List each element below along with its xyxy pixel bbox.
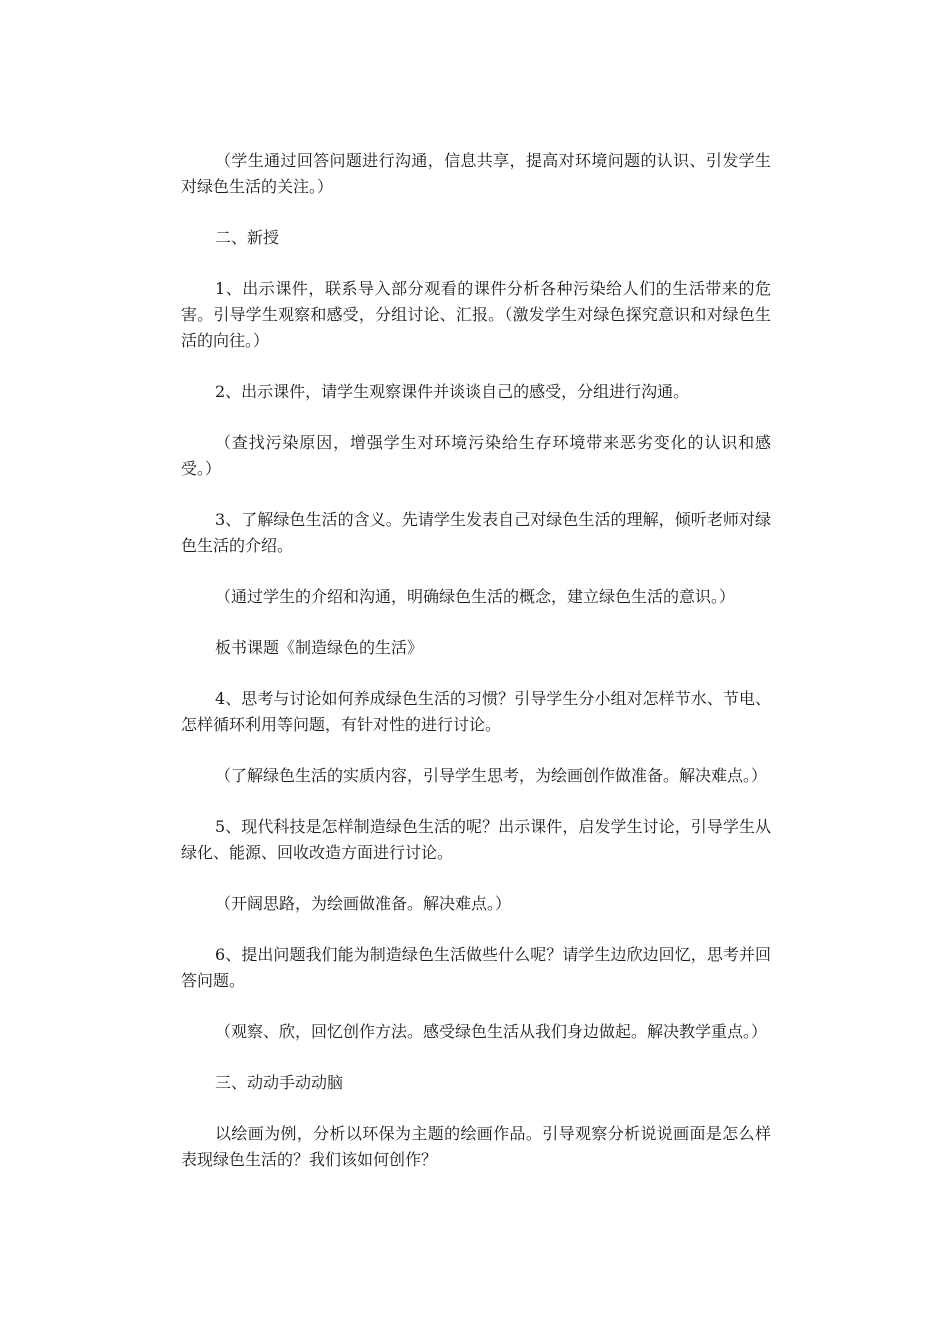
paragraph-step-3: 3、了解绿色生活的含义。先请学生发表自己对绿色生活的理解，倾听老师对绿色生活的介绍。 bbox=[181, 510, 771, 555]
document-body bbox=[181, 148, 771, 1198]
paragraph-board-title: 板书课题《制造绿色的生活》 bbox=[215, 638, 424, 657]
paragraph-step-3-note: （通过学生的介绍和沟通，明确绿色生活的概念，建立绿色生活的意识。） bbox=[215, 587, 736, 606]
paragraph-step-5-note: （开阔思路，为绘画做准备。解决难点。） bbox=[215, 894, 512, 913]
paragraph-step-2: 2、出示课件，请学生观察课件并谈谈自己的感受，分组进行沟通。 bbox=[215, 382, 690, 401]
paragraph-step-4-note: （了解绿色生活的实质内容，引导学生思考，为绘画创作做准备。解决难点。） bbox=[215, 766, 768, 785]
paragraph-step-5: 5、现代科技是怎样制造绿色生活的呢？出示课件，启发学生讨论，引导学生从绿化、能源、回收改造方面进行讨论。 bbox=[181, 817, 771, 862]
paragraph-step-6: 6、提出问题我们能为制造绿色生活做些什么呢？请学生边欣边回忆，思考并回答问题。 bbox=[181, 945, 771, 990]
paragraph-step-1: 1、出示课件，联系导入部分观看的课件分析各种污染给人们的生活带来的危害。引导学生观察和感受，分组讨论、汇报。（激发学生对绿色探究意识和对绿色生活的向往。） bbox=[181, 279, 771, 350]
paragraph-painting-analysis: 以绘画为例，分析以环保为主题的绘画作品。引导观察分析说说画面是怎么样表现绿色生活的？我们该如何创作？ bbox=[181, 1124, 771, 1169]
section-heading-hands-on: 三、动动手动动脑 bbox=[215, 1073, 344, 1092]
paragraph-intro-note: （学生通过回答问题进行沟通，信息共享，提高对环境问题的认识、引发学生对绿色生活的关注。） bbox=[181, 151, 771, 196]
paragraph-step-4: 4、思考与讨论如何养成绿色生活的习惯？引导学生分小组对怎样节水、节电、怎样循环利用等问题，有针对性的进行讨论。 bbox=[181, 689, 771, 734]
section-heading-new-lesson: 二、新授 bbox=[215, 228, 280, 247]
paragraph-step-2-note: （查找污染原因，增强学生对环境污染给生存环境带来恶劣变化的认识和感受。） bbox=[181, 433, 771, 478]
paragraph-step-6-note: （观察、欣，回忆创作方法。感受绿色生活从我们身边做起。解决教学重点。） bbox=[215, 1022, 768, 1041]
